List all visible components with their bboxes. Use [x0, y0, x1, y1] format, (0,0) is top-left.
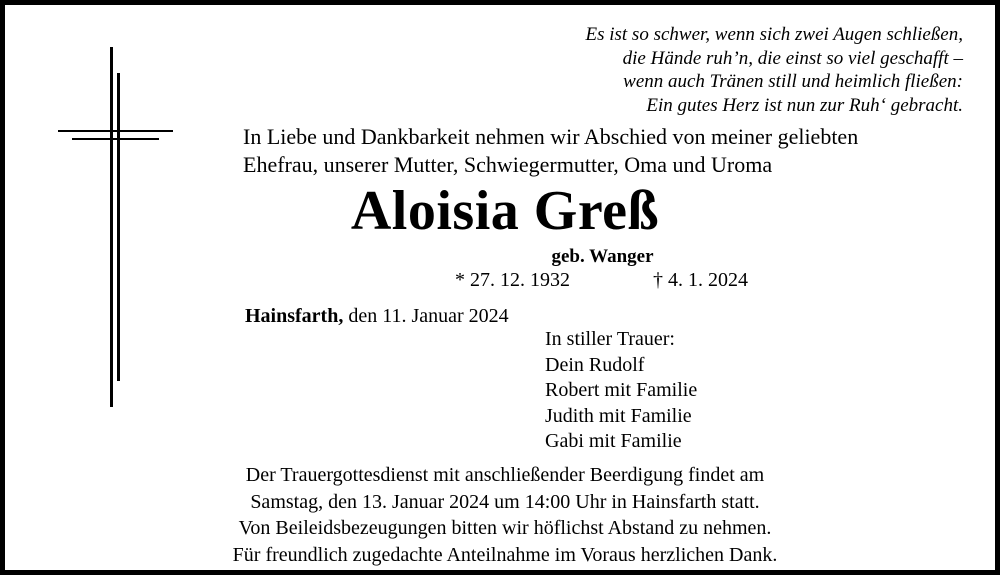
- service-line: Von Beileidsbezeugungen bitten wir höflichst Abstand zu nehmen.: [238, 517, 772, 539]
- intro-text: [243, 123, 858, 179]
- place-date: [245, 305, 509, 328]
- mourners-list: [545, 327, 697, 455]
- maiden-name: geb. Wanger: [551, 246, 654, 267]
- mourner-name: Gabi mit Familie: [545, 430, 682, 452]
- death-date: † 4. 1. 2024: [653, 269, 748, 291]
- poem-line: wenn auch Tränen still und heimlich fließen:: [623, 71, 963, 92]
- service-line: Für freundlich zugedachte Anteilnahme im Voraus herzlichen Dank.: [232, 543, 778, 566]
- cross-horizontal-beam: [58, 130, 173, 132]
- poem-line: die Hände ruh’n, die einst so viel geschafft –: [622, 47, 963, 69]
- mourners-heading: In stiller Trauer:: [545, 328, 675, 350]
- intro-line: In Liebe und Dankbarkeit nehmen wir Abschied von meiner geliebten: [243, 124, 859, 149]
- cross-horizontal-beam: [72, 138, 159, 140]
- place-name: Hainsfarth,: [245, 305, 344, 327]
- notice-date: den 11. Januar 2024: [343, 305, 509, 327]
- deceased-name: Aloisia Greß: [350, 180, 660, 242]
- mourner-name: Robert mit Familie: [545, 379, 698, 401]
- poem: [585, 23, 963, 117]
- service-line: Samstag, den 13. Januar 2024 um 14:00 Uhr in Hainsfarth statt.: [250, 490, 760, 513]
- poem-line: Es ist so schwer, wenn sich zwei Augen schließen,: [585, 24, 963, 45]
- service-info: [5, 462, 1000, 568]
- intro-line: Ehefrau, unserer Mutter, Schwiegermutter, Oma und Uroma: [243, 152, 773, 177]
- service-line: Der Trauergottesdienst mit anschließender Beerdigung findet am: [245, 464, 765, 486]
- poem-line: Ein gutes Herz ist nun zur Ruh‘ gebracht.: [646, 94, 963, 116]
- mourner-name: Judith mit Familie: [545, 404, 692, 427]
- mourner-name: Dein Rudolf: [545, 353, 645, 376]
- birth-date: * 27. 12. 1932: [455, 269, 570, 291]
